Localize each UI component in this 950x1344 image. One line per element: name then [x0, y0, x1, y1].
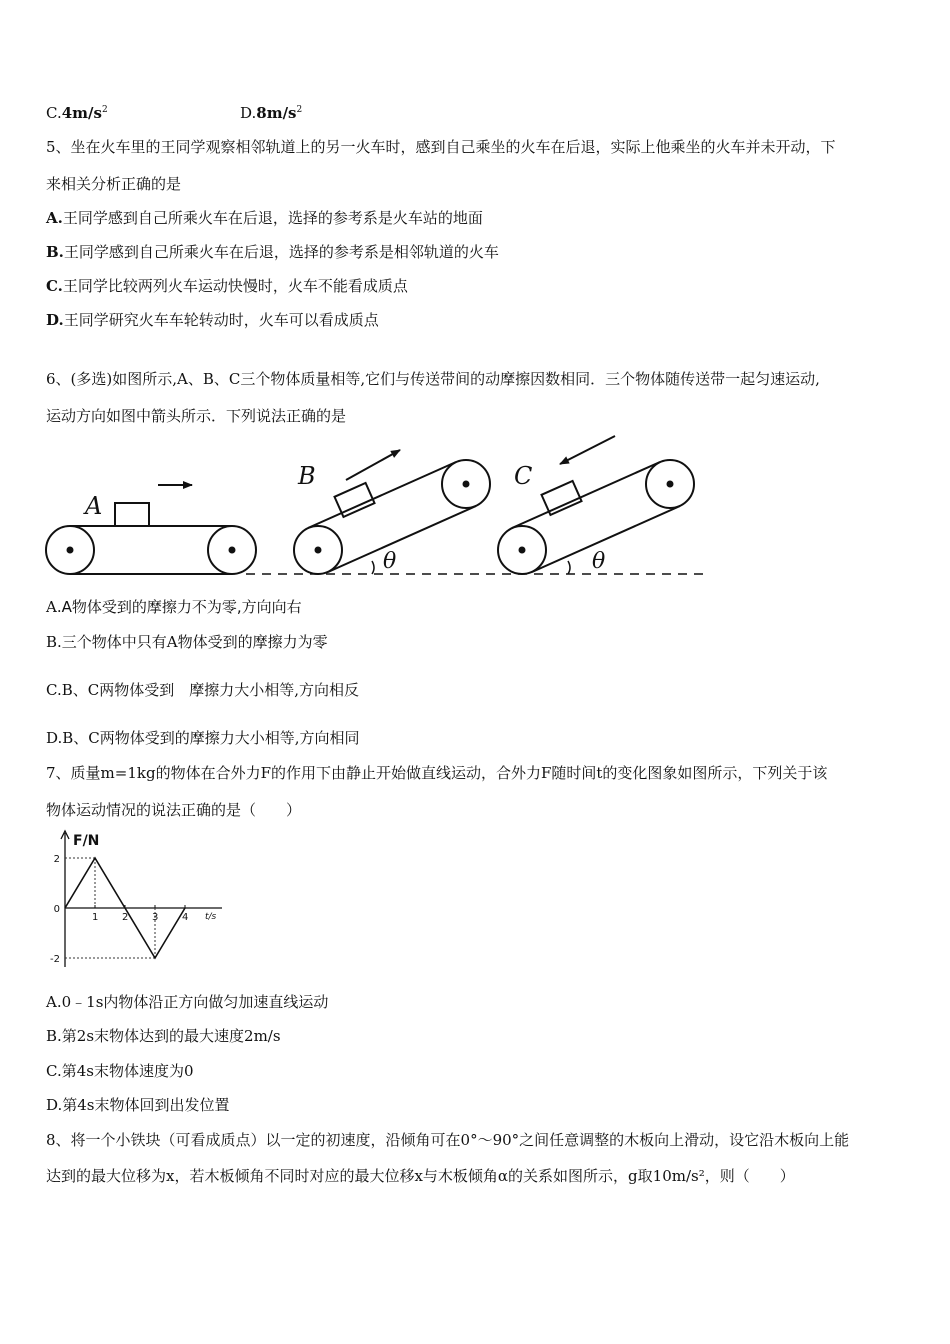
label-b: B	[298, 462, 316, 490]
option-text: 王同学研究火车车轮转动时，火车可以看成质点	[63, 311, 379, 329]
q7-option-b	[46, 1026, 281, 1046]
theta-c: θ	[592, 549, 606, 574]
option-text: B、C两物体受到的摩擦力大小相等,方向相同	[62, 729, 360, 747]
y-axis-label: F/N	[73, 833, 100, 849]
option-prefix: A.	[46, 598, 62, 616]
q5-option-c	[46, 276, 408, 296]
q5-option-b	[46, 242, 499, 262]
option-prefix: A.	[46, 209, 63, 227]
q5-stem-line1: 5、坐在火车里的王同学观察相邻轨道上的另一火车时，感到自己乘坐的火车在后退，实际上他乘坐的火车并未开动，下	[46, 138, 836, 156]
option-text: 三个物体中只有A物体受到的摩擦力为零	[61, 633, 328, 651]
q5-stem-line2: 来相关分析正确的是	[46, 175, 182, 193]
option-prefix: A.	[46, 993, 62, 1011]
option-prefix: D.	[46, 729, 63, 747]
q7-option-d	[46, 1095, 230, 1115]
option-prefix: C.	[46, 104, 62, 122]
q6-option-c	[46, 680, 359, 700]
belt-a	[46, 526, 256, 574]
arrow-c	[560, 436, 615, 464]
option-prefix: B.	[46, 633, 62, 651]
arrow-b	[346, 450, 400, 480]
block-c	[542, 481, 582, 515]
q7-option-a	[46, 992, 328, 1012]
option-value: 8m/s	[256, 104, 297, 122]
block-a	[115, 503, 149, 526]
option-text: 王同学比较两列火车运动快慢时，火车不能看成质点	[62, 277, 408, 295]
option-text: A物体受到的摩擦力不为零,方向向右	[61, 598, 302, 616]
q6-option-a	[46, 597, 302, 617]
option-prefix: D.	[240, 104, 257, 122]
y-tick-label: -2	[50, 954, 60, 965]
option-prefix: C.	[46, 277, 63, 295]
option-prefix: D.	[46, 311, 64, 329]
option-value: 4m/s	[61, 104, 102, 122]
label-c: C	[514, 462, 533, 490]
option-text: 0﹣1s内物体沿正方向做匀加速直线运动	[61, 993, 329, 1011]
conveyor-figure	[0, 430, 720, 590]
x-axis-label: t/s	[205, 912, 217, 922]
option-prefix: B.	[46, 243, 64, 261]
force-time-chart	[40, 825, 230, 980]
option-text: 第4s末物体回到出发位置	[62, 1096, 230, 1114]
option-text: 王同学感到自己所乘火车在后退，选择的参考系是相邻轨道的火车	[63, 243, 499, 261]
q5-option-d	[46, 310, 379, 330]
option-exponent: 2	[296, 105, 303, 115]
option-text: 王同学感到自己所乘火车在后退，选择的参考系是火车站的地面	[62, 209, 483, 227]
y-tick-label: 0	[53, 904, 60, 915]
option-prefix: C.	[46, 1062, 62, 1080]
angle-arc-c	[568, 561, 570, 574]
q7-stem-line1: 7、质量m=1kg的物体在合外力F的作用下由静止开始做直线运动，合外力F随时间t的变化图象如图所示，下列关于该	[46, 764, 828, 782]
q6-option-d	[46, 728, 360, 748]
option-text: 第2s末物体达到的最大速度2m/s	[61, 1027, 281, 1045]
q4-option-d	[240, 100, 302, 123]
label-a: A	[85, 492, 103, 520]
theta-b: θ	[383, 549, 397, 574]
q4-option-c	[46, 100, 108, 123]
q8-line2: 达到的最大位移为x，若木板倾角不同时对应的最大位移x与木板倾角α的关系如图所示，g取10m/s²，则（ ）	[46, 1167, 795, 1185]
q6-stem-line1: 6、(多选)如图所示,A、B、C三个物体质量相等,它们与传送带间的动摩擦因数相同．三个物体随传送带一起匀速运动,	[46, 370, 820, 388]
q5-option-a	[46, 208, 483, 228]
option-text: B、C两物体受到 摩擦力大小相等,方向相反	[61, 681, 359, 699]
x-tick-label: 2	[122, 912, 129, 923]
option-prefix: D.	[46, 1096, 63, 1114]
option-exponent: 2	[101, 105, 108, 115]
q7-option-c	[46, 1061, 194, 1081]
y-tick-label: 2	[53, 854, 60, 865]
x-tick-label: 1	[92, 912, 99, 923]
x-tick-label: 3	[152, 912, 159, 923]
q6-stem-line2: 运动方向如图中箭头所示．下列说法正确的是	[46, 407, 347, 425]
option-prefix: B.	[46, 1027, 62, 1045]
angle-arc-b	[372, 561, 374, 574]
option-text: 第4s末物体速度为0	[61, 1062, 194, 1080]
q7-stem-line2: 物体运动情况的说法正确的是（ ）	[46, 801, 302, 819]
q8-line1: 8、将一个小铁块（可看成质点）以一定的初速度，沿倾角可在0°～90°之间任意调整的木板向上滑动，设它沿木板向上能	[46, 1131, 850, 1149]
option-prefix: C.	[46, 681, 62, 699]
x-tick-label: 4	[182, 912, 189, 923]
q6-option-b	[46, 632, 328, 652]
